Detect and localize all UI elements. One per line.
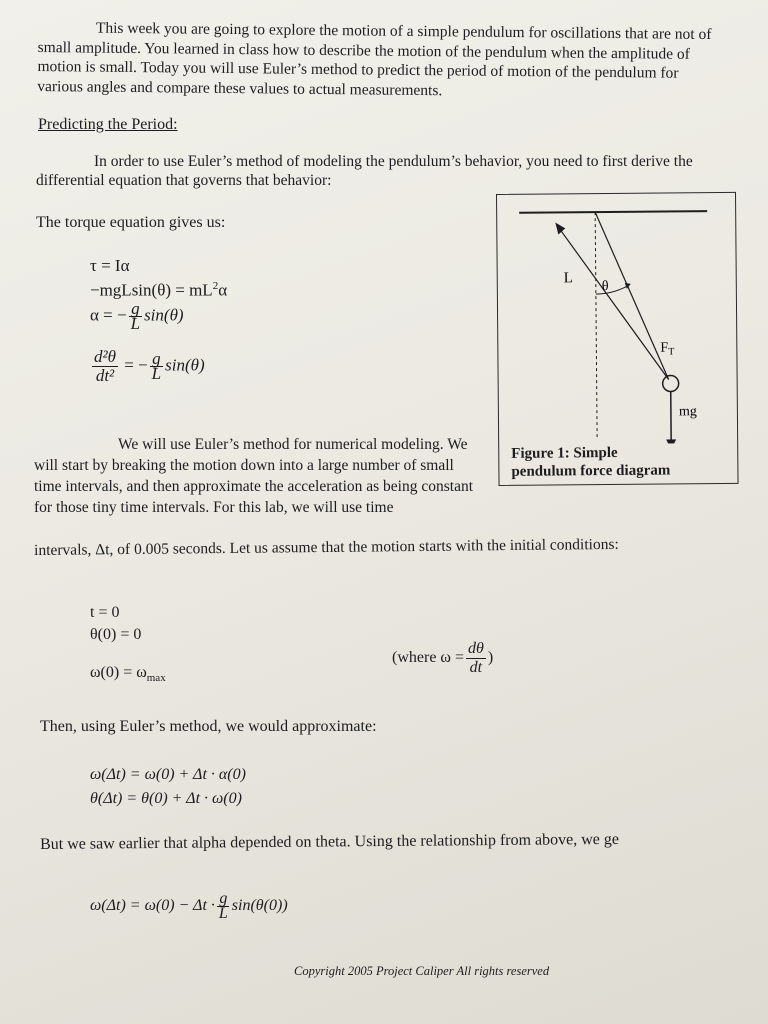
eq3-fraction xyxy=(129,299,142,333)
then-text: Then, using Euler’s method, we would approximate: xyxy=(40,718,377,735)
where-fraction xyxy=(466,640,486,677)
final-num: g xyxy=(219,890,228,907)
omega0-sub: max xyxy=(146,672,166,685)
equation-newton xyxy=(90,280,227,301)
where-right: ) xyxy=(487,649,494,667)
eq4-num: d²θ xyxy=(94,347,116,366)
approx-omega: ω(Δt) = ω(0) + Δt · α(0) xyxy=(90,766,246,783)
where-left: (where ω = xyxy=(392,649,464,667)
eq3-den: L xyxy=(130,314,141,333)
tension-arrowhead xyxy=(555,222,565,234)
approx-theta: θ(Δt) = θ(0) + Δt · ω(0) xyxy=(90,790,242,807)
eq3-right: sin(θ) xyxy=(144,305,184,325)
eq2-left: −mgLsin(θ) = mL xyxy=(90,280,213,300)
ceiling-line xyxy=(519,211,707,213)
final-fraction xyxy=(217,892,230,921)
initial-omega xyxy=(90,664,166,684)
omega0-text: ω(0) = ω xyxy=(90,664,147,681)
pendulum-bob xyxy=(663,375,679,391)
eq2-sup: 2 xyxy=(212,280,219,292)
where-num: dθ xyxy=(467,640,484,657)
caption-line-1: Figure 1: Simple xyxy=(511,444,618,462)
angle-arc xyxy=(596,286,628,294)
euler-paragraph xyxy=(34,434,474,518)
final-right: sin(θ(0)) xyxy=(231,897,288,915)
intro-text: This week you are going to explore the motion of a simple pendulum for oscillations that are not of small amplitude. You learned in class how to describe the motion of the pendulum when the amplitude of motion is small. Today you will use Euler’s method to predict the period of motion of the pendulum for various angles and compare these values to actual measurements. xyxy=(37,19,712,99)
omega-definition xyxy=(392,640,493,677)
eq2-right: α xyxy=(218,280,228,300)
eq4-gden: L xyxy=(151,364,162,383)
vertical-reference-line xyxy=(595,212,597,439)
torque-label: The torque equation gives us: xyxy=(36,214,226,231)
derive-paragraph xyxy=(36,152,726,190)
eq4-den: dt² xyxy=(95,366,115,385)
equation-torque: τ = Iα xyxy=(90,256,130,275)
where-den: dt xyxy=(469,659,483,676)
tension-arrow xyxy=(559,228,668,381)
eq4-mid: = − xyxy=(124,355,148,375)
final-left: ω(Δt) = ω(0) − Δt · xyxy=(90,897,215,915)
section-heading: Predicting the Period: xyxy=(38,116,178,133)
caption-line-2: pendulum force diagram xyxy=(511,462,671,480)
intro-paragraph xyxy=(37,18,728,103)
eq4-gnum: g xyxy=(152,349,161,368)
eq4-g-fraction xyxy=(150,349,163,383)
initial-theta: θ(0) = 0 xyxy=(90,626,142,643)
eq3-left: α = − xyxy=(90,305,127,325)
eq4-fraction xyxy=(92,348,118,385)
eq4-right: sin(θ) xyxy=(165,355,205,375)
label-FT: $F_T$ xyxy=(660,340,675,358)
pendulum-string xyxy=(595,212,668,381)
derive-text: In order to use Euler’s method of modeling the pendulum’s behavior, you need to first derive the differential equation that governs that behavior: xyxy=(36,153,693,189)
figure-caption xyxy=(511,443,670,480)
equation-alpha xyxy=(90,299,184,333)
copyright-footer: Copyright 2005 Project Caliper All rights reserved xyxy=(294,964,550,978)
pendulum-figure xyxy=(496,192,739,486)
final-den: L xyxy=(218,905,228,922)
label-L: L xyxy=(563,270,573,287)
euler-continuation: intervals, Δt, of 0.005 seconds. Let us assume that the motion starts with the initial conditions: xyxy=(34,535,619,559)
equation-differential xyxy=(90,348,205,385)
but-text: But we saw earlier that alpha depended on theta. Using the relationship from above, we ge xyxy=(40,830,620,853)
final-equation xyxy=(90,892,288,921)
label-theta: θ xyxy=(601,279,609,295)
euler-text: We will use Euler’s method for numerical modeling. We will start by breaking the motion down into a large number of small time intervals, and then approximate the acceleration as being constant for those tiny time intervals. For this lab, we will use time xyxy=(34,436,474,516)
pendulum-diagram xyxy=(497,193,737,445)
initial-time: t = 0 xyxy=(90,604,120,621)
eq3-num: g xyxy=(131,299,140,318)
label-mg: mg xyxy=(678,404,697,420)
